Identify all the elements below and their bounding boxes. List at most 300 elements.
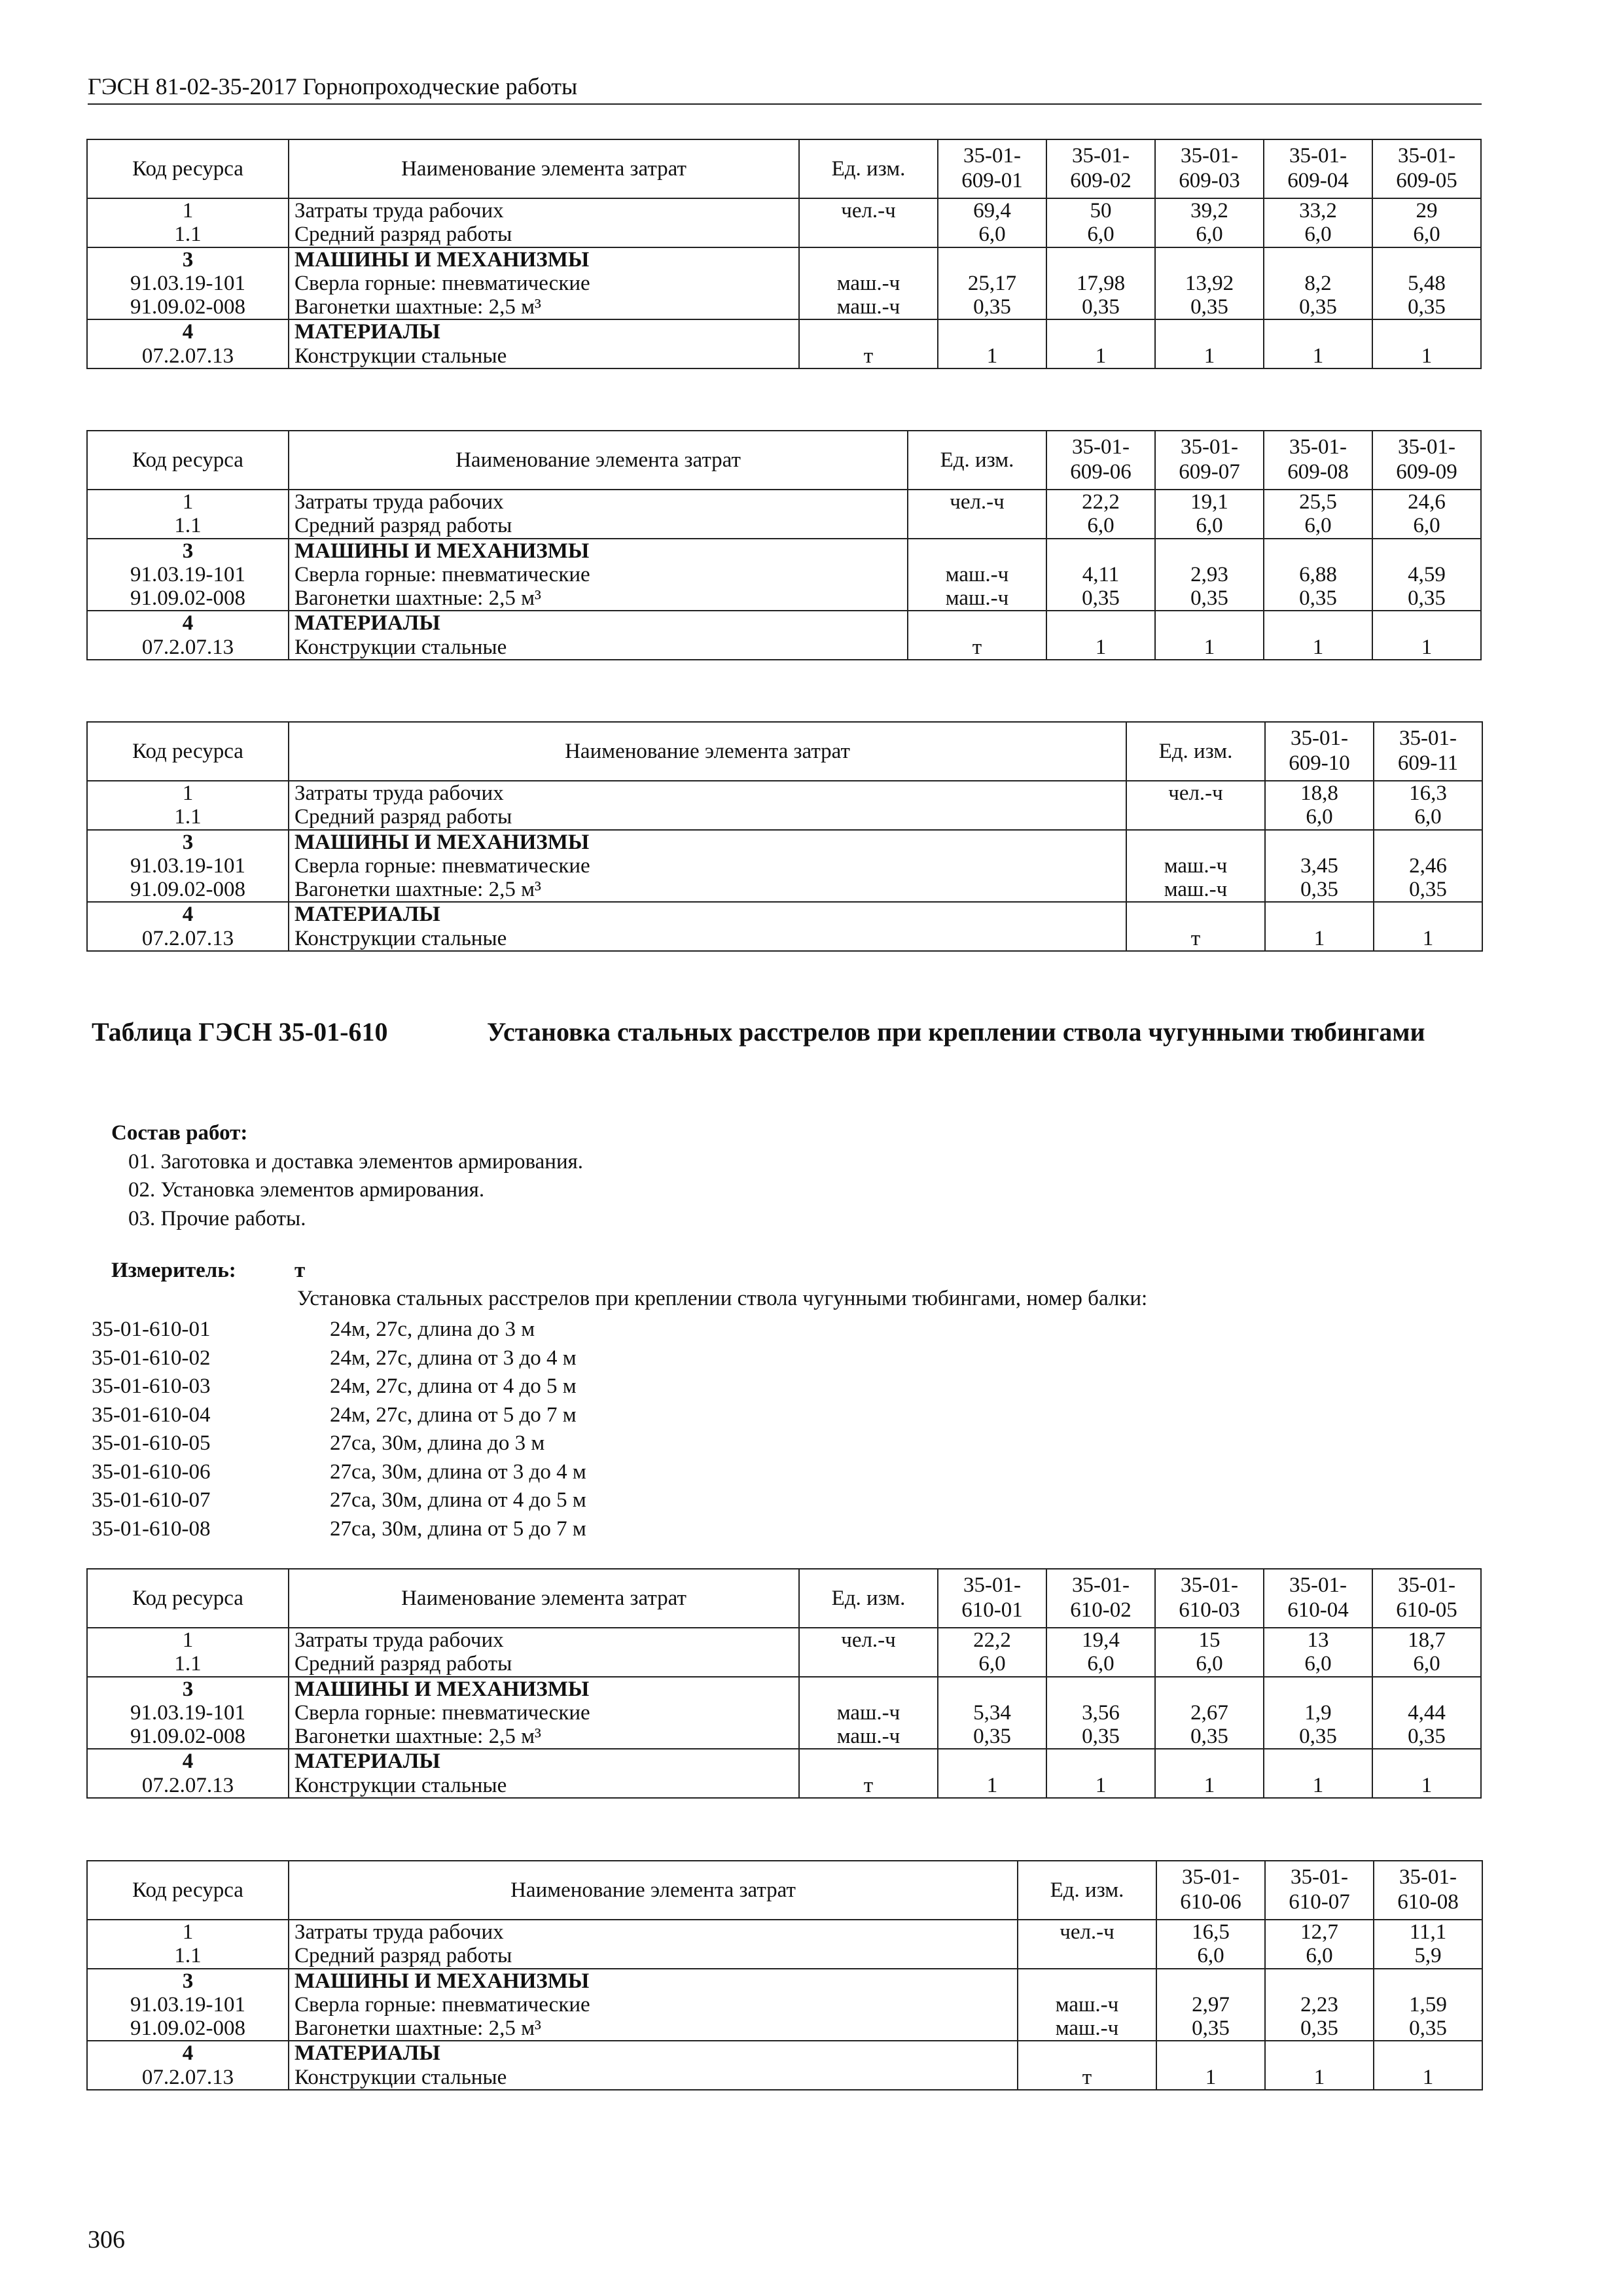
resource-code: 07.2.07.13 [87,927,289,951]
value-cell [1374,2041,1482,2065]
item-text: 24м, 27с, длина до 3 м [330,1318,535,1341]
unit-cell: маш.-ч [799,1701,938,1725]
unit-cell [799,1652,938,1676]
resource-cost-table [86,721,1483,952]
resource-code: 91.09.02-008 [87,878,289,902]
value-cell: 19,1 [1155,490,1264,514]
col-header-norm [1374,1861,1482,1920]
norm-code: 35-01-610-08 [1397,1865,1459,1914]
value-cell: 6,0 [1264,514,1372,538]
table-row [87,1628,1481,1652]
resource-code: 91.03.19-101 [87,854,289,878]
table-row [87,223,1481,247]
col-header-norm [1264,139,1372,198]
table-row [87,927,1482,951]
table-title: Установка стальных расстрелов при креплении ствола чугунными тюбингами [487,1017,1425,1047]
value-cell: 6,88 [1264,563,1372,586]
resource-code: 91.03.19-101 [87,1701,289,1725]
value-cell: 0,35 [1046,586,1155,611]
col-header-norm [1155,431,1264,490]
value-cell: 3,56 [1046,1701,1155,1725]
col-header-unit: Ед. изм. [799,1569,938,1628]
value-cell: 17,98 [1046,272,1155,295]
col-header-name: Наименование элемента затрат [289,1569,799,1628]
value-cell: 1 [1155,636,1264,660]
value-cell: 6,0 [1265,1944,1374,1968]
col-header-norm [1155,139,1264,198]
resource-code: 3 [87,830,289,854]
value-cell: 0,35 [1155,1725,1264,1749]
value-cell [938,1749,1046,1773]
value-cell [1264,1677,1372,1701]
value-cell: 0,35 [1372,586,1481,611]
value-cell: 22,2 [1046,490,1155,514]
value-cell: 1 [1265,2066,1374,2090]
norm-code: 35-01-610-06 [1180,1865,1241,1914]
item-text: 24м, 27с, длина от 5 до 7 м [330,1403,577,1427]
resource-code: 91.09.02-008 [87,1725,289,1749]
unit-cell: т [799,344,938,368]
value-cell: 6,0 [1046,1652,1155,1676]
value-cell: 0,35 [1264,586,1372,611]
col-header-norm [938,1569,1046,1628]
value-cell: 0,35 [1374,878,1482,902]
unit-cell: маш.-ч [1018,1993,1156,2017]
cost-element-name: МАТЕРИАЛЫ [289,2041,1018,2065]
cost-element-name: Средний разряд работы [289,805,1126,829]
value-cell [1372,611,1481,635]
value-cell: 0,35 [1264,1725,1372,1749]
unit-cell: маш.-ч [908,586,1046,611]
value-cell: 6,0 [1265,805,1374,829]
item-code: 35-01-610-08 [92,1516,211,1541]
value-cell: 29 [1372,198,1481,223]
resource-cost-table [86,1860,1483,2090]
col-header-name: Наименование элемента затрат [289,139,799,198]
value-cell [1374,902,1482,926]
value-cell: 50 [1046,198,1155,223]
value-cell [1265,830,1374,854]
cost-element-name: МАТЕРИАЛЫ [289,319,799,344]
resource-code: 1.1 [87,1944,289,1968]
resource-code: 4 [87,2041,289,2065]
resource-code: 07.2.07.13 [87,344,289,368]
value-cell: 1 [1046,1774,1155,1798]
table-row [87,563,1481,586]
value-cell: 0,35 [1155,295,1264,319]
value-cell: 6,0 [1372,514,1481,538]
norm-code: 35-01-610-05 [1396,1573,1457,1622]
unit-cell: маш.-ч [1126,854,1265,878]
value-cell [1046,1677,1155,1701]
cost-element-name: Вагонетки шахтные: 2,5 м³ [289,586,908,611]
norm-code: 35-01-609-10 [1289,726,1350,775]
resource-code: 91.03.19-101 [87,1993,289,2017]
value-cell: 1 [1264,636,1372,660]
value-cell [1372,539,1481,563]
table-row [87,586,1481,611]
col-header-norm [1046,139,1155,198]
value-cell: 0,35 [1264,295,1372,319]
value-cell: 6,0 [1264,223,1372,247]
unit-cell: маш.-ч [1018,2017,1156,2041]
value-cell [1372,247,1481,272]
value-cell [1156,2041,1265,2065]
unit-cell [1126,805,1265,829]
value-cell: 24,6 [1372,490,1481,514]
table-row [87,295,1481,319]
norm-code: 35-01-610-03 [1179,1573,1240,1622]
value-cell: 22,2 [938,1628,1046,1652]
value-cell: 39,2 [1155,198,1264,223]
table-row [87,272,1481,295]
measure-label: Измеритель: [111,1259,236,1282]
table-row [87,1677,1481,1701]
resource-code: 3 [87,539,289,563]
table-row [87,198,1481,223]
value-cell: 2,97 [1156,1993,1265,2017]
table-row [87,805,1482,829]
item-code: 35-01-610-02 [92,1346,211,1370]
value-cell: 1,9 [1264,1701,1372,1725]
value-cell: 6,0 [1046,223,1155,247]
table-row [87,1749,1481,1773]
value-cell: 1 [1265,927,1374,951]
cost-element-name: Сверла горные: пневматические [289,854,1126,878]
page-number: 306 [88,2226,125,2253]
norm-code: 35-01-609-04 [1287,144,1349,192]
value-cell: 69,4 [938,198,1046,223]
value-cell: 1 [1046,636,1155,660]
resource-code: 1 [87,1920,289,1944]
unit-cell: т [799,1774,938,1798]
resource-code: 3 [87,247,289,272]
value-cell [1046,1749,1155,1773]
norm-code: 35-01-609-11 [1397,726,1459,775]
norm-code: 35-01-610-02 [1070,1573,1132,1622]
table-row [87,1969,1482,1993]
norm-code: 35-01-609-03 [1179,144,1240,192]
table-row [87,781,1482,805]
col-header-unit: Ед. изм. [1018,1861,1156,1920]
value-cell: 5,48 [1372,272,1481,295]
value-cell: 0,35 [1046,1725,1155,1749]
unit-cell [1018,2041,1156,2065]
unit-cell: маш.-ч [799,272,938,295]
resource-cost-table [86,430,1482,660]
value-cell: 1 [1372,1774,1481,1798]
unit-cell: т [1018,2066,1156,2090]
resource-code: 91.03.19-101 [87,272,289,295]
value-cell: 19,4 [1046,1628,1155,1652]
cost-element-name: Средний разряд работы [289,1652,799,1676]
unit-cell [908,539,1046,563]
value-cell: 0,35 [1374,2017,1482,2041]
table-row [87,636,1481,660]
cost-element-name: МАТЕРИАЛЫ [289,902,1126,926]
value-cell: 13,92 [1155,272,1264,295]
cost-element-name: Конструкции стальные [289,636,908,660]
resource-code: 4 [87,319,289,344]
col-header-code: Код ресурса [87,431,289,490]
cost-element-name: Средний разряд работы [289,1944,1018,1968]
value-cell [1372,319,1481,344]
resource-code: 1 [87,781,289,805]
value-cell: 4,59 [1372,563,1481,586]
norm-code: 35-01-610-04 [1287,1573,1349,1622]
value-cell: 0,35 [1265,878,1374,902]
table-row [87,830,1482,854]
value-cell [1265,1969,1374,1993]
table-row [87,2041,1482,2065]
value-cell [1046,319,1155,344]
resource-code: 07.2.07.13 [87,636,289,660]
value-cell: 25,5 [1264,490,1372,514]
unit-cell: маш.-ч [799,1725,938,1749]
resource-code: 1.1 [87,805,289,829]
value-cell: 2,93 [1155,563,1264,586]
unit-cell: чел.-ч [799,1628,938,1652]
value-cell: 2,23 [1265,1993,1374,2017]
col-header-norm [1372,431,1481,490]
value-cell [1372,1749,1481,1773]
resource-code: 1.1 [87,1652,289,1676]
value-cell: 0,35 [1372,1725,1481,1749]
value-cell [1264,247,1372,272]
col-header-norm [1265,722,1374,781]
norm-code: 35-01-609-07 [1179,435,1240,484]
cost-element-name: Вагонетки шахтные: 2,5 м³ [289,2017,1018,2041]
resource-code: 3 [87,1677,289,1701]
value-cell: 1 [1156,2066,1265,2090]
page-header: ГЭСН 81-02-35-2017 Горнопроходческие работы [88,75,1482,105]
norm-code: 35-01-609-01 [961,144,1023,192]
resource-code: 07.2.07.13 [87,2066,289,2090]
norm-code: 35-01-609-09 [1396,435,1457,484]
norm-code: 35-01-610-01 [961,1573,1023,1622]
col-header-norm [1264,1569,1372,1628]
table-row [87,878,1482,902]
resource-code: 1 [87,490,289,514]
col-header-norm [1372,139,1481,198]
value-cell: 6,0 [1264,1652,1372,1676]
cost-element-name: Конструкции стальные [289,927,1126,951]
table-row [87,247,1481,272]
table-row [87,2017,1482,2041]
value-cell: 6,0 [1155,1652,1264,1676]
value-cell: 18,7 [1372,1628,1481,1652]
value-cell: 8,2 [1264,272,1372,295]
value-cell [1155,319,1264,344]
cost-element-name: Средний разряд работы [289,514,908,538]
value-cell [1264,611,1372,635]
table-row [87,902,1482,926]
value-cell: 15 [1155,1628,1264,1652]
value-cell: 4,44 [1372,1701,1481,1725]
unit-cell [1018,1944,1156,1968]
col-header-norm [1374,722,1482,781]
value-cell: 25,17 [938,272,1046,295]
col-header-unit: Ед. изм. [799,139,938,198]
value-cell: 1 [1374,2066,1482,2090]
value-cell [1155,611,1264,635]
item-text: 27са, 30м, длина до 3 м [330,1431,545,1455]
resource-code: 1.1 [87,223,289,247]
cost-element-name: МАШИНЫ И МЕХАНИЗМЫ [289,247,799,272]
unit-cell [908,514,1046,538]
col-header-name: Наименование элемента затрат [289,722,1126,781]
unit-cell: чел.-ч [908,490,1046,514]
col-header-name: Наименование элемента затрат [289,1861,1018,1920]
value-cell: 6,0 [1374,805,1482,829]
unit-cell: маш.-ч [799,295,938,319]
unit-cell [1018,1969,1156,1993]
resource-code: 3 [87,1969,289,1993]
cost-element-name: МАШИНЫ И МЕХАНИЗМЫ [289,1677,799,1701]
value-cell [1372,1677,1481,1701]
cost-element-name: Конструкции стальные [289,344,799,368]
value-cell: 0,35 [1372,295,1481,319]
col-header-code: Код ресурса [87,1861,289,1920]
resource-code: 4 [87,611,289,635]
unit-cell: маш.-ч [1126,878,1265,902]
value-cell: 0,35 [1046,295,1155,319]
col-header-norm [1265,1861,1374,1920]
value-cell: 6,0 [1372,223,1481,247]
value-cell: 16,3 [1374,781,1482,805]
works-item: 01. Заготовка и доставка элементов армирования. [128,1149,584,1174]
item-code: 35-01-610-07 [92,1488,211,1512]
item-code: 35-01-610-03 [92,1374,211,1398]
unit-cell [799,1749,938,1773]
value-cell: 0,35 [1156,2017,1265,2041]
value-cell [1155,1677,1264,1701]
value-cell [1374,830,1482,854]
table-row [87,1725,1481,1749]
unit-cell: т [1126,927,1265,951]
value-cell: 1 [1374,927,1482,951]
col-header-name: Наименование элемента затрат [289,431,908,490]
value-cell: 13 [1264,1628,1372,1652]
cost-element-name: Конструкции стальные [289,2066,1018,2090]
value-cell: 6,0 [938,1652,1046,1676]
resource-cost-table [86,1568,1482,1799]
value-cell: 2,46 [1374,854,1482,878]
item-text: 27са, 30м, длина от 4 до 5 м [330,1488,586,1512]
table-row [87,490,1481,514]
cost-element-name: Вагонетки шахтные: 2,5 м³ [289,295,799,319]
value-cell: 6,0 [1155,514,1264,538]
unit-cell: чел.-ч [799,198,938,223]
value-cell: 1 [1155,344,1264,368]
cost-element-name: Сверла горные: пневматические [289,1701,799,1725]
measure-value: т [294,1259,306,1282]
value-cell: 12,7 [1265,1920,1374,1944]
cost-element-name: Сверла горные: пневматические [289,563,908,586]
value-cell [938,319,1046,344]
unit-cell [799,247,938,272]
value-cell [1155,539,1264,563]
col-header-unit: Ед. изм. [908,431,1046,490]
cost-element-name: Вагонетки шахтные: 2,5 м³ [289,1725,799,1749]
cost-element-name: МАШИНЫ И МЕХАНИЗМЫ [289,830,1126,854]
norm-code: 35-01-609-08 [1287,435,1349,484]
value-cell [1155,1749,1264,1773]
cost-element-name: Сверла горные: пневматические [289,272,799,295]
table-row [87,1774,1481,1798]
resource-code: 1.1 [87,514,289,538]
value-cell [1264,539,1372,563]
item-code: 35-01-610-05 [92,1431,211,1455]
resource-code: 91.09.02-008 [87,586,289,611]
item-code: 35-01-610-06 [92,1460,211,1484]
item-text: 24м, 27с, длина от 3 до 4 м [330,1346,577,1370]
value-cell [1264,1749,1372,1773]
value-cell [1264,319,1372,344]
item-text: 24м, 27с, длина от 4 до 5 м [330,1374,577,1398]
value-cell: 0,35 [1265,2017,1374,2041]
value-cell [938,247,1046,272]
value-cell [1265,2041,1374,2065]
table-row [87,1944,1482,1968]
value-cell: 16,5 [1156,1920,1265,1944]
unit-cell: т [908,636,1046,660]
value-cell: 6,0 [938,223,1046,247]
cost-element-name: Затраты труда рабочих [289,490,908,514]
works-composition [111,1119,583,1233]
value-cell: 6,0 [1155,223,1264,247]
resource-code: 4 [87,902,289,926]
resource-cost-table [86,139,1482,369]
col-header-norm [1156,1861,1265,1920]
value-cell [1046,611,1155,635]
table-row [87,611,1481,635]
resource-code: 4 [87,1749,289,1773]
value-cell [1156,1969,1265,1993]
value-cell: 1 [1372,344,1481,368]
norm-code: 35-01-610-07 [1289,1865,1350,1914]
table-row [87,1920,1482,1944]
value-cell: 1 [1046,344,1155,368]
col-header-code: Код ресурса [87,1569,289,1628]
resource-code: 91.09.02-008 [87,2017,289,2041]
value-cell: 0,35 [938,295,1046,319]
table-row [87,1701,1481,1725]
value-cell: 1 [1264,344,1372,368]
item-text: 27са, 30м, длина от 5 до 7 м [330,1516,586,1541]
value-cell: 1 [1155,1774,1264,1798]
table-code: Таблица ГЭСН 35-01-610 [92,1017,388,1047]
value-cell: 4,11 [1046,563,1155,586]
cost-element-name: Вагонетки шахтные: 2,5 м³ [289,878,1126,902]
col-header-unit: Ед. изм. [1126,722,1265,781]
table-row [87,344,1481,368]
cost-element-name: МАШИНЫ И МЕХАНИЗМЫ [289,1969,1018,1993]
value-cell: 11,1 [1374,1920,1482,1944]
col-header-code: Код ресурса [87,722,289,781]
unit-cell: маш.-ч [908,563,1046,586]
unit-cell [799,223,938,247]
works-title: Состав работ: [111,1121,248,1145]
value-cell: 33,2 [1264,198,1372,223]
table-row [87,1652,1481,1676]
cost-element-name: МАТЕРИАЛЫ [289,611,908,635]
col-header-norm [1046,1569,1155,1628]
table-row [87,319,1481,344]
value-cell [938,1677,1046,1701]
unit-cell: чел.-ч [1126,781,1265,805]
norm-code: 35-01-609-06 [1070,435,1132,484]
